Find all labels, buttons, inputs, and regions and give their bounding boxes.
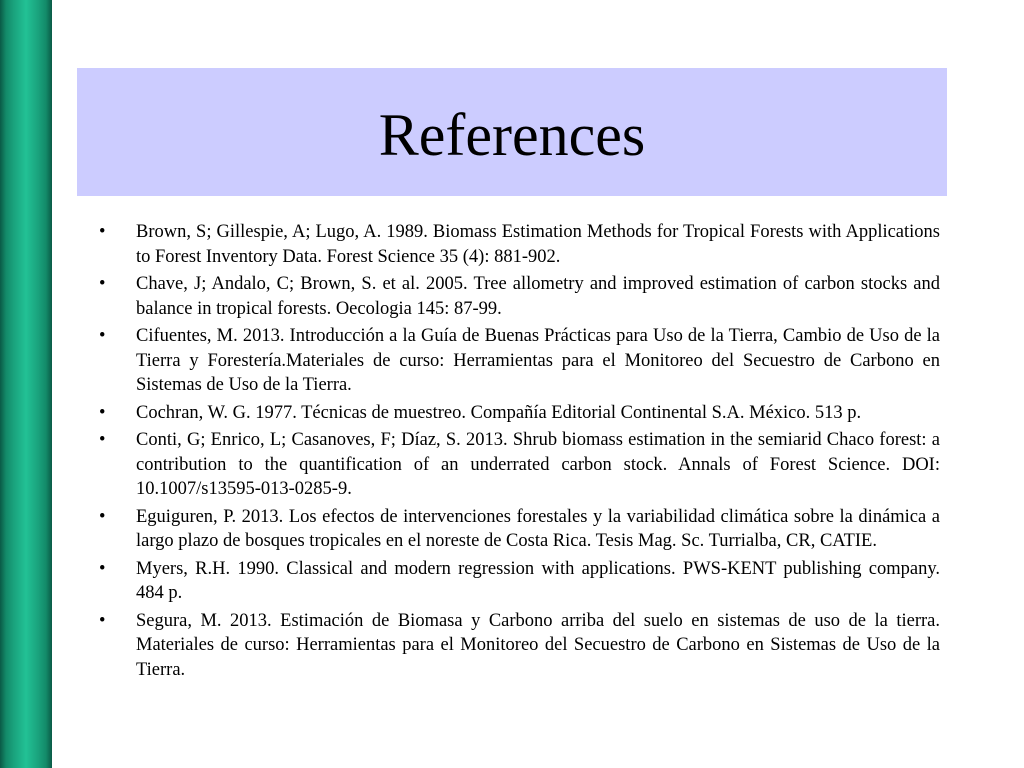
reference-text: Eguiguren, P. 2013. Los efectos de intervenciones forestales y la variabilidad climática sobre la dinámica a largo plazo de bosques tropicales en el noreste de Costa Rica. Tesis Mag. Sc. Turrialba, CR, CATIE.	[136, 506, 940, 551]
reference-item	[96, 324, 940, 398]
slide-title: References	[378, 102, 646, 168]
reference-item	[96, 505, 940, 554]
references-list	[96, 220, 940, 685]
bullet-icon: •	[99, 430, 106, 450]
bullet-icon: •	[99, 274, 106, 294]
reference-text: Chave, J; Andalo, C; Brown, S. et al. 2005. Tree allometry and improved estimation of carbon stocks and balance in tropical forests. Oecologia 145: 87-99.	[136, 274, 940, 319]
bullet-icon: •	[99, 222, 106, 242]
bullet-icon: •	[99, 610, 106, 631]
bullet-icon: •	[99, 402, 106, 423]
bullet-icon: •	[99, 506, 106, 527]
reference-text: Segura, M. 2013. Estimación de Biomasa y Carbono arriba del suelo en sistemas de uso de la tierra. Materiales de curso: Herramientas para el Monitoreo del Secuestro de Carbono en Sistemas de Uso de la Tierra.	[136, 610, 940, 680]
reference-item	[96, 220, 940, 269]
reference-text: Cochran, W. G. 1977. Técnicas de muestreo. Compañía Editorial Continental S.A. México. 513 p.	[136, 402, 862, 423]
reference-item	[96, 401, 940, 426]
reference-text: Conti, G; Enrico, L; Casanoves, F; Díaz, S. 2013. Shrub biomass estimation in the semiarid Chaco forest: a contribution to the quantification of an underrated carbon stock. Annals of Forest Science. DOI: 10.1007/s13595-013-0285-9.	[136, 430, 940, 499]
reference-item	[96, 609, 940, 683]
title-band	[77, 68, 947, 196]
reference-item	[96, 557, 940, 606]
reference-item	[96, 428, 940, 502]
bullet-icon: •	[99, 558, 106, 579]
bullet-icon: •	[99, 326, 106, 346]
reference-text: Brown, S; Gillespie, A; Lugo, A. 1989. Biomass Estimation Methods for Tropical Forests with Applications to Forest Inventory Data. Forest Science 35 (4): 881-902.	[136, 222, 940, 267]
decorative-side-bar	[0, 0, 52, 768]
reference-text: Cifuentes, M. 2013. Introducción a la Guía de Buenas Prácticas para Uso de la Tierra, Cambio de Uso de la Tierra y Forestería.Materiales de curso: Herramientas para el Monitoreo del Secuestro de Carbono en Sistemas de Uso de la Tierra.	[136, 326, 940, 395]
reference-text: Myers, R.H. 1990. Classical and modern regression with applications. PWS-KENT publishing company. 484 p.	[136, 558, 940, 603]
reference-item	[96, 272, 940, 321]
